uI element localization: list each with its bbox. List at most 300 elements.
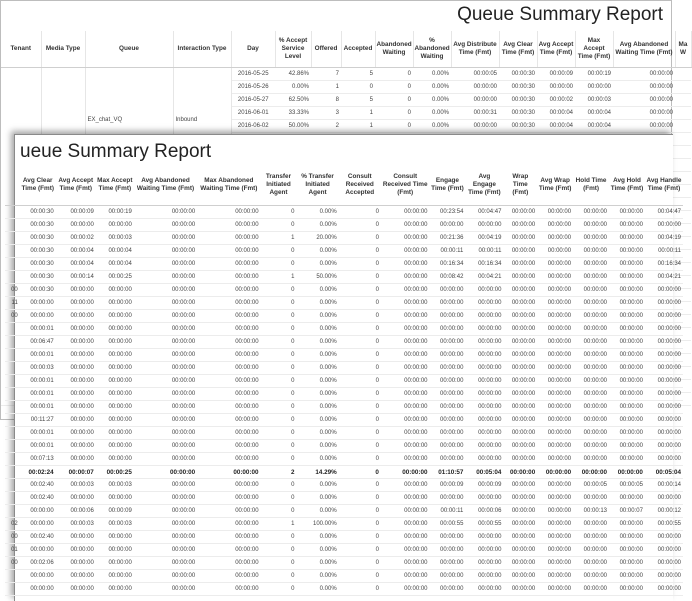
- table-cell: 00:00:00: [197, 258, 260, 271]
- table-cell: 00:00:00: [96, 219, 134, 232]
- column-header: % Accept Service Level: [275, 31, 311, 68]
- table-cell: 00:00:00: [134, 349, 197, 362]
- table-cell: 00:00:00: [503, 297, 537, 310]
- table-cell: 00:00:00: [197, 427, 260, 440]
- table-cell: 0.00%: [296, 375, 338, 388]
- table-cell: 00:00:00: [609, 557, 645, 570]
- table-cell: 00:02:24: [20, 466, 56, 479]
- table-cell: 00:00:00: [537, 81, 575, 94]
- table-cell: 00:00:00: [537, 349, 573, 362]
- table-cell: 00:00:00: [573, 518, 609, 531]
- table-cell: 00:00:00: [134, 505, 197, 518]
- table-cell: 00:00:00: [96, 401, 134, 414]
- table-cell: 00:00:00: [197, 323, 260, 336]
- table-cell: 00:00:00: [134, 401, 197, 414]
- table-cell: 0: [261, 297, 297, 310]
- table-cell: 00:00:04: [575, 120, 613, 133]
- table-cell: 00:00:00: [465, 414, 503, 427]
- table-cell: 00:00:00: [465, 310, 503, 323]
- table-cell: 00:00:00: [609, 206, 645, 219]
- table-cell: 00:00:00: [56, 375, 96, 388]
- table-cell: 00:00:00: [20, 570, 56, 583]
- table-cell: 00:00:30: [499, 68, 537, 81]
- table-cell: 00:00:00: [613, 107, 675, 120]
- table-cell: 00:00:01: [20, 440, 56, 453]
- table-cell: 00:00:00: [20, 310, 56, 323]
- table-cell: 00:00:00: [609, 544, 645, 557]
- table-cell: 00:00:00: [609, 336, 645, 349]
- table-cell: 00:00:00: [537, 284, 573, 297]
- table-cell: 00:00:00: [381, 427, 430, 440]
- table-cell: 00:00:03: [96, 232, 134, 245]
- table-cell: 02: [5, 518, 20, 531]
- table-cell: 00:00:00: [134, 271, 197, 284]
- table-cell: 00:00:00: [465, 440, 503, 453]
- table-cell: 0: [339, 453, 381, 466]
- front-report-title: ueue Summary Report: [20, 141, 212, 162]
- table-cell: 0: [339, 401, 381, 414]
- table-row: [5, 492, 683, 505]
- table-cell: 00:00:01: [20, 323, 56, 336]
- table-cell: 00:00:00: [134, 258, 197, 271]
- table-cell: 00:11:27: [20, 414, 56, 427]
- table-cell: 00:00:00: [381, 388, 430, 401]
- table-cell: 00:00:00: [56, 531, 96, 544]
- table-cell: 00:00:00: [573, 232, 609, 245]
- table-cell: 00:00:01: [20, 388, 56, 401]
- table-cell: 00:00:00: [96, 349, 134, 362]
- table-cell: 00:00:00: [430, 297, 466, 310]
- column-header: Interaction Type: [173, 31, 231, 68]
- table-cell: 62.50%: [275, 94, 311, 107]
- table-cell: 0: [339, 505, 381, 518]
- table-cell: 0: [261, 544, 297, 557]
- table-cell: 00:00:00: [430, 414, 466, 427]
- table-cell: 00:00:00: [56, 323, 96, 336]
- table-cell: 00:04:19: [645, 232, 683, 245]
- table-cell: 0: [261, 479, 297, 492]
- table-cell: 00:00:00: [503, 232, 537, 245]
- table-cell: 00:00:03: [20, 362, 56, 375]
- table-cell: 7: [311, 68, 341, 81]
- table-cell: 42.86%: [275, 68, 311, 81]
- table-cell: 50.00%: [296, 271, 338, 284]
- table-cell: 0.00%: [296, 557, 338, 570]
- table-cell: 0: [339, 297, 381, 310]
- table-cell: [5, 362, 20, 375]
- table-cell: 00:00:00: [609, 310, 645, 323]
- table-cell: 00:00:00: [197, 232, 260, 245]
- table-cell: 0.00%: [296, 258, 338, 271]
- table-cell: 00:00:11: [430, 245, 466, 258]
- table-cell: 00:00:00: [465, 531, 503, 544]
- table-cell: 00:00:00: [609, 531, 645, 544]
- table-cell: [5, 206, 20, 219]
- table-cell: 00:00:00: [56, 557, 96, 570]
- table-cell: 00:02:06: [20, 557, 56, 570]
- table-cell: 00:00:00: [96, 323, 134, 336]
- column-header: Avg Handle Time (Fmt): [645, 165, 683, 206]
- table-cell: 00:00:00: [197, 271, 260, 284]
- table-cell: 00:00:00: [503, 336, 537, 349]
- table-cell: 00:00:00: [197, 336, 260, 349]
- column-header: Avg Clear Time (Fmt): [499, 31, 537, 68]
- table-cell: 00:00:00: [645, 570, 683, 583]
- table-cell: 00:00:00: [573, 375, 609, 388]
- column-header: Avg Distribute Time (Fmt): [451, 31, 499, 68]
- table-cell: 00:00:00: [197, 206, 260, 219]
- table-cell: 00:00:00: [573, 570, 609, 583]
- table-cell: 00:00:30: [20, 271, 56, 284]
- table-cell: 00:00:00: [573, 323, 609, 336]
- table-row: [5, 414, 683, 427]
- column-header: Queue: [85, 31, 173, 68]
- table-cell: 00:00:55: [645, 518, 683, 531]
- table-cell: 00:02:40: [20, 531, 56, 544]
- table-cell: 00:00:00: [197, 310, 260, 323]
- table-cell: [5, 440, 20, 453]
- table-cell: 100.00%: [296, 518, 338, 531]
- table-cell: 00:00:00: [645, 284, 683, 297]
- table-cell: 00:00:00: [503, 518, 537, 531]
- table-cell: 00:21:36: [430, 232, 466, 245]
- table-cell: 00:00:00: [381, 245, 430, 258]
- table-cell: 00:00:00: [56, 440, 96, 453]
- table-cell: 0: [261, 440, 297, 453]
- table-cell: 00:00:25: [96, 271, 134, 284]
- table-cell: 0: [339, 414, 381, 427]
- table-cell: 00:00:00: [573, 453, 609, 466]
- column-header: Max Accept Time (Fmt): [575, 31, 613, 68]
- table-cell: 0: [339, 310, 381, 323]
- table-cell: 0.00%: [413, 94, 451, 107]
- table-cell: 00:00:00: [537, 414, 573, 427]
- table-cell: 00:00:30: [499, 120, 537, 133]
- table-cell: 00:00:09: [465, 479, 503, 492]
- table-cell: 00:00:00: [537, 362, 573, 375]
- table-cell: 00:00:00: [537, 336, 573, 349]
- table-cell: 00:00:09: [96, 505, 134, 518]
- table-cell: 00:00:00: [573, 388, 609, 401]
- column-header: Consult Received Time (Fmt): [381, 165, 430, 206]
- table-cell: 0.00%: [296, 401, 338, 414]
- table-cell: 00:00:00: [503, 570, 537, 583]
- table-cell: 00:00:00: [134, 583, 197, 596]
- table-cell: 00:00:00: [56, 492, 96, 505]
- table-cell: 00:00:00: [134, 557, 197, 570]
- table-row: [5, 570, 683, 583]
- table-row: [5, 258, 683, 271]
- table-cell: 00:00:04: [56, 245, 96, 258]
- table-cell: 00:00:00: [503, 505, 537, 518]
- table-cell: 00:00:00: [573, 297, 609, 310]
- table-cell: 1: [261, 232, 297, 245]
- table-cell: 00:00:00: [96, 362, 134, 375]
- table-cell: 00:00:00: [503, 284, 537, 297]
- table-cell: 0: [261, 388, 297, 401]
- table-cell: 00:00:00: [609, 232, 645, 245]
- table-cell: 00:00:19: [575, 68, 613, 81]
- table-cell: 0: [339, 570, 381, 583]
- table-cell: 0.00%: [296, 388, 338, 401]
- table-cell: 00:00:00: [609, 401, 645, 414]
- table-cell: 00:00:00: [645, 349, 683, 362]
- table-cell: 00:00:00: [430, 544, 466, 557]
- table-cell: 00:00:00: [573, 557, 609, 570]
- table-cell: 8: [311, 94, 341, 107]
- table-cell: 00:00:00: [645, 336, 683, 349]
- table-cell: 00:00:00: [381, 401, 430, 414]
- table-cell: 00:00:00: [197, 583, 260, 596]
- table-cell: 00:00:00: [609, 219, 645, 232]
- table-cell: 00:00:00: [503, 206, 537, 219]
- table-row: [5, 401, 683, 414]
- table-cell: [675, 120, 691, 133]
- table-cell: 0.00%: [296, 531, 338, 544]
- table-cell: 00:00:00: [134, 440, 197, 453]
- table-cell: 00:00:00: [96, 336, 134, 349]
- table-cell: 0.00%: [296, 492, 338, 505]
- table-cell: 00:00:00: [537, 518, 573, 531]
- table-cell: 00:00:00: [381, 583, 430, 596]
- table-cell: 00:02:40: [20, 479, 56, 492]
- table-cell: 00:00:00: [96, 453, 134, 466]
- table-cell: 00:00:11: [645, 245, 683, 258]
- table-cell: 0.00%: [296, 349, 338, 362]
- table-cell: 00:00:12: [645, 505, 683, 518]
- table-cell: 2016-06-02: [231, 120, 275, 133]
- table-cell: 00:00:00: [96, 375, 134, 388]
- column-header: Abandoned Waiting: [375, 31, 413, 68]
- front-report-table: [5, 165, 683, 596]
- table-cell: 0: [261, 414, 297, 427]
- table-cell: 00: [5, 531, 20, 544]
- table-cell: 00:00:00: [645, 375, 683, 388]
- table-cell: 00:07:13: [20, 453, 56, 466]
- table-row: [5, 232, 683, 245]
- table-cell: 00:00:00: [645, 440, 683, 453]
- table-cell: [5, 570, 20, 583]
- table-cell: 0.00%: [296, 219, 338, 232]
- table-cell: 00:00:00: [381, 284, 430, 297]
- table-cell: 0: [339, 258, 381, 271]
- table-cell: 00:00:00: [96, 492, 134, 505]
- table-row: [5, 531, 683, 544]
- table-cell: 00:00:00: [645, 557, 683, 570]
- table-cell: 00:00:55: [430, 518, 466, 531]
- table-cell: 00:00:00: [537, 297, 573, 310]
- table-cell: 00:00:00: [20, 505, 56, 518]
- table-cell: [675, 133, 691, 146]
- table-row: [5, 323, 683, 336]
- table-cell: 00:06:47: [20, 336, 56, 349]
- table-cell: 00:00:00: [197, 466, 260, 479]
- column-header: Avg Engage Time (Fmt): [465, 165, 503, 206]
- table-cell: 0: [261, 375, 297, 388]
- table-cell: 00:00:00: [573, 219, 609, 232]
- interaction-type: Inbound: [175, 116, 198, 123]
- table-cell: 1: [311, 81, 341, 94]
- table-cell: 00: [5, 557, 20, 570]
- table-cell: 00:00:03: [56, 479, 96, 492]
- table-cell: 00: [5, 310, 20, 323]
- table-cell: 00:00:02: [56, 232, 96, 245]
- table-cell: 00:00:00: [197, 297, 260, 310]
- table-cell: 0: [261, 427, 297, 440]
- table-cell: 00:00:00: [134, 544, 197, 557]
- table-cell: 00:00:00: [645, 388, 683, 401]
- table-cell: 0: [339, 531, 381, 544]
- table-cell: [5, 505, 20, 518]
- table-cell: 00:00:00: [381, 414, 430, 427]
- table-cell: 00:00:00: [465, 557, 503, 570]
- table-cell: 00:00:00: [573, 440, 609, 453]
- table-cell: 0.00%: [296, 245, 338, 258]
- table-cell: 00:00:00: [465, 349, 503, 362]
- table-row: [5, 505, 683, 518]
- table-cell: 00:00:00: [430, 427, 466, 440]
- table-row: [5, 271, 683, 284]
- table-cell: 00:00:00: [430, 531, 466, 544]
- table-cell: 00:00:00: [96, 440, 134, 453]
- front-report-page: [11, 134, 682, 601]
- table-cell: 00:00:00: [197, 544, 260, 557]
- table-cell: 00:00:00: [645, 583, 683, 596]
- table-cell: 00:00:00: [465, 583, 503, 596]
- table-cell: 00:00:00: [537, 531, 573, 544]
- table-cell: 0.00%: [275, 81, 311, 94]
- column-header: Day: [231, 31, 275, 68]
- table-cell: 00:00:00: [96, 297, 134, 310]
- table-row: [5, 297, 683, 310]
- table-cell: 5: [341, 68, 375, 81]
- table-cell: 00:00:00: [381, 297, 430, 310]
- table-cell: 00:00:00: [573, 427, 609, 440]
- table-cell: 00:00:30: [499, 81, 537, 94]
- table-cell: 00:00:00: [537, 557, 573, 570]
- table-cell: [5, 401, 20, 414]
- table-cell: 00:00:00: [573, 362, 609, 375]
- table-cell: 0: [339, 245, 381, 258]
- table-cell: 00:00:00: [609, 570, 645, 583]
- table-cell: 00:00:00: [537, 375, 573, 388]
- table-cell: 00:00:00: [197, 349, 260, 362]
- table-cell: 00:00:00: [465, 336, 503, 349]
- table-cell: 0: [339, 362, 381, 375]
- table-cell: 00:00:00: [381, 336, 430, 349]
- table-cell: 00:00:00: [613, 94, 675, 107]
- table-cell: 00:00:30: [20, 206, 56, 219]
- table-cell: 00:00:00: [197, 505, 260, 518]
- table-cell: 00:00:00: [451, 94, 499, 107]
- table-cell: 00:04:19: [465, 232, 503, 245]
- table-cell: 00:00:00: [134, 453, 197, 466]
- table-cell: 0: [339, 544, 381, 557]
- table-cell: 00:00:00: [134, 284, 197, 297]
- table-cell: 00:00:00: [503, 245, 537, 258]
- table-cell: 3: [311, 107, 341, 120]
- table-cell: 00:00:00: [573, 492, 609, 505]
- table-cell: 1: [341, 120, 375, 133]
- table-row: [5, 284, 683, 297]
- table-cell: 00:00:13: [573, 505, 609, 518]
- table-cell: 00:04:47: [645, 206, 683, 219]
- table-cell: 00:02:40: [20, 492, 56, 505]
- table-cell: 00:00:00: [465, 375, 503, 388]
- table-cell: 00:00:00: [537, 453, 573, 466]
- column-header: Avg Abandoned Waiting Time (Fmt): [613, 31, 675, 68]
- table-cell: 00:00:00: [430, 336, 466, 349]
- table-cell: 00:00:00: [465, 401, 503, 414]
- table-cell: 0: [341, 81, 375, 94]
- table-cell: 00:00:00: [573, 414, 609, 427]
- table-cell: 00:00:00: [537, 271, 573, 284]
- table-cell: 00:00:00: [609, 492, 645, 505]
- table-cell: 00:00:00: [96, 557, 134, 570]
- table-cell: 00:00:01: [20, 349, 56, 362]
- column-header: Offered: [311, 31, 341, 68]
- table-cell: 00:00:04: [96, 258, 134, 271]
- table-cell: 00:00:00: [645, 427, 683, 440]
- table-cell: 00:00:25: [96, 466, 134, 479]
- table-cell: 00:00:00: [56, 310, 96, 323]
- table-cell: 0.00%: [296, 297, 338, 310]
- table-cell: 00:00:00: [503, 583, 537, 596]
- table-cell: 00:00:00: [134, 362, 197, 375]
- table-cell: 00:00:00: [465, 544, 503, 557]
- table-cell: 2: [261, 466, 297, 479]
- table-cell: 00:00:30: [20, 232, 56, 245]
- table-cell: 00:00:00: [56, 427, 96, 440]
- table-cell: 0.00%: [413, 68, 451, 81]
- table-cell: 2: [311, 120, 341, 133]
- table-cell: [675, 68, 691, 81]
- table-cell: 00:00:30: [20, 245, 56, 258]
- table-cell: 00:00:00: [465, 388, 503, 401]
- table-cell: 00:00:00: [197, 375, 260, 388]
- table-cell: 00:00:00: [56, 544, 96, 557]
- table-cell: 00:00:00: [609, 518, 645, 531]
- table-cell: 00:00:00: [20, 297, 56, 310]
- table-cell: 0: [261, 453, 297, 466]
- column-header: Max Abandoned Waiting Time (Fmt): [197, 165, 260, 206]
- column-header: Hold Time (Fmt): [573, 165, 609, 206]
- table-cell: 00:00:00: [56, 388, 96, 401]
- table-cell: 00:16:34: [645, 258, 683, 271]
- table-cell: 00:00:00: [430, 557, 466, 570]
- table-cell: 0: [261, 349, 297, 362]
- table-cell: 00:04:21: [465, 271, 503, 284]
- table-cell: 00:00:07: [56, 466, 96, 479]
- table-cell: 00:00:00: [645, 453, 683, 466]
- table-cell: 0: [261, 362, 297, 375]
- table-cell: 00:00:00: [537, 492, 573, 505]
- table-cell: 0.00%: [296, 440, 338, 453]
- table-cell: 00:00:00: [503, 557, 537, 570]
- table-cell: 00:00:00: [613, 68, 675, 81]
- table-cell: 0.00%: [296, 284, 338, 297]
- table-cell: 0: [339, 323, 381, 336]
- table-cell: 00:00:00: [430, 323, 466, 336]
- table-cell: 00:00:00: [56, 453, 96, 466]
- table-cell: 00:00:00: [430, 219, 466, 232]
- table-cell: [5, 466, 20, 479]
- table-cell: 00:00:00: [609, 440, 645, 453]
- table-cell: 00:00:00: [430, 349, 466, 362]
- table-cell: 00:00:00: [430, 583, 466, 596]
- table-cell: 00:00:00: [96, 310, 134, 323]
- table-cell: 0: [261, 310, 297, 323]
